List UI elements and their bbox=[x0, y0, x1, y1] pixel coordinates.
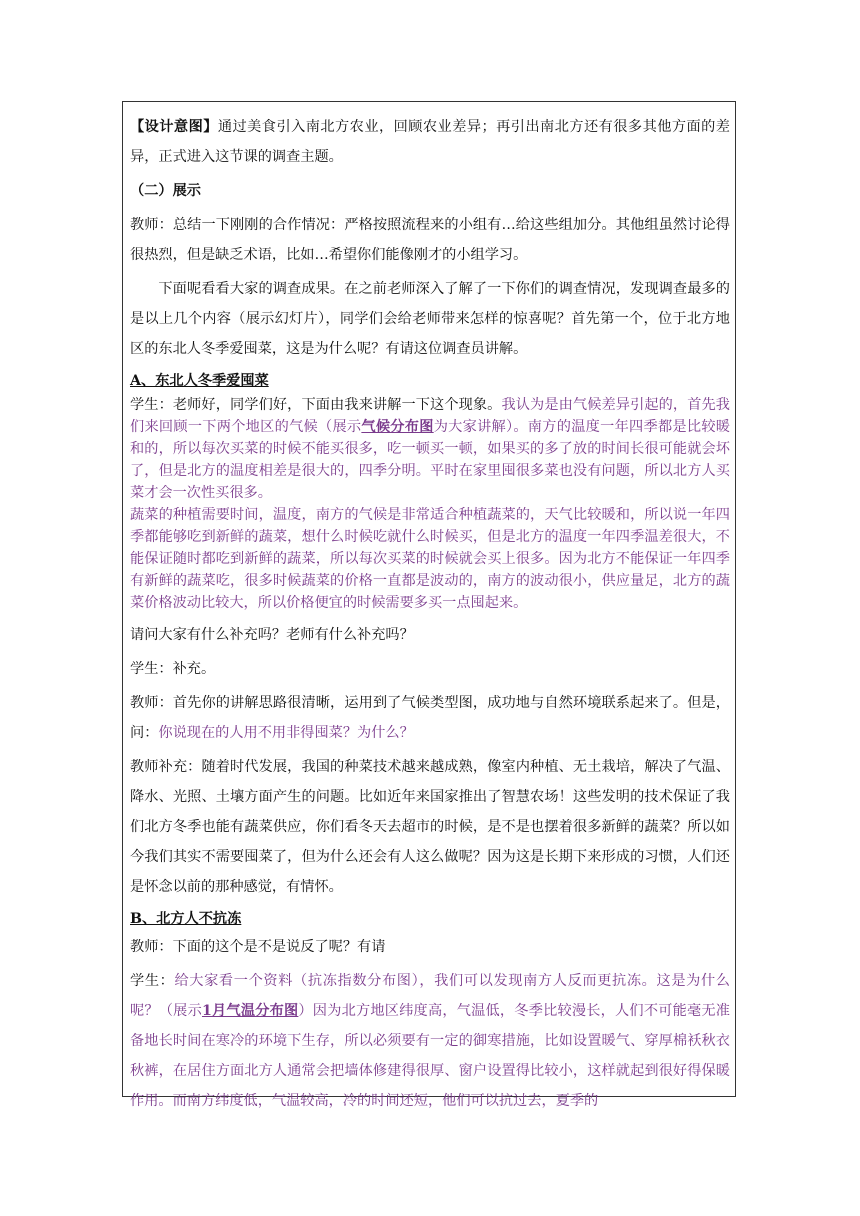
section-b-title: B、北方人不抗冻 bbox=[130, 911, 242, 927]
teacher-intro: 下面呢看看大家的调查成果。在之前老师深入了解了一下你们的调查情况，发现调查最多的是以上几个内容（展示幻灯片），同学们会给老师带来怎样的惊喜呢？首先第一个，位于北方地区的东北人冬季爱囤菜，这是为什么呢？有请这位调查员讲解。 bbox=[130, 281, 730, 357]
design-intent-label: 【设计意图】 bbox=[130, 119, 218, 135]
teacher-comment-text: 教师：首先你的讲解思路很清晰，运用到了气候类型图，成功地与自然环境联系起来了。但是，问： bbox=[130, 695, 730, 741]
document-body bbox=[130, 112, 730, 1120]
student-explain-1: 我认为是由气候差异引起的，首先我们来回顾一下两个地区的气候（展示 bbox=[130, 397, 730, 435]
student-supplement: 学生：补充。 bbox=[130, 661, 216, 677]
january-temp-map-link[interactable]: 1月气温分布图 bbox=[201, 1003, 299, 1019]
student-greeting: 学生：老师好，同学们好，下面由我来讲解一下这个现象。 bbox=[130, 397, 502, 413]
teacher-summary: 教师：总结一下刚刚的合作情况：严格按照流程来的小组有…给这些组加分。其他组虽然讨论得很热烈，但是缺乏术语，比如…希望你们能像刚才的小组学习。 bbox=[130, 217, 730, 263]
show-heading: （二）展示 bbox=[130, 183, 201, 199]
section-a-title: A、东北人冬季爱囤菜 bbox=[130, 373, 269, 389]
section-b-student bbox=[130, 966, 730, 1116]
climate-map-link[interactable]: 气候分布图 bbox=[361, 419, 434, 435]
student-answer-part2: 蔬菜的种植需要时间，温度，南方的气候是非常适合种植蔬菜的，天气比较暖和，所以说一年四季都能够吃到新鲜的蔬菜，想什么时候吃就什么时候买，但是北方的温度一年四季温差很大，不能保证随时都吃到新鲜的蔬菜，所以每次买菜的时候就会买上很多。因为北方不能保证一年四季有新鲜的蔬菜吃，很多时候蔬菜的价格一直都是波动的，南方的波动很小，供应量足，北方的蔬菜价格波动比较大，所以价格便宜的时候需要多买一点囤起来。 bbox=[130, 507, 730, 611]
design-intent bbox=[130, 112, 730, 172]
teacher-comment bbox=[130, 688, 730, 748]
student-prefix: 学生： bbox=[130, 973, 175, 989]
student-explain-2: 为大家讲解）。南方的温度一年四季都是比较暖和的，所以每次买菜的时候不能买很多，吃一顿买一顿，如果买的多了放的时间长很可能就会坏了，但是北方的温度相差是很大的，四季分明。平时在家里囤很多菜也没有问题，所以北方人买菜才会一次性买很多。 bbox=[130, 419, 730, 501]
student-b-explain-1: 给大家看一个资料（抗冻指数分布图），我们可以发现南方人反而更抗冻。这是为什么呢？（展示 bbox=[130, 973, 730, 1019]
teacher-supplement: 教师补充：随着时代发展，我国的种菜技术越来越成熟，像室内种植、无土栽培，解决了气温、降水、光照、土壤方面产生的问题。比如近年来国家推出了智慧农场！这些发明的技术保证了我们北方冬季也能有蔬菜供应，你们看冬天去超市的时候，是不是也摆着很多新鲜的蔬菜？所以如今我们其实不需要囤菜了，但为什么还会有人这么做呢？因为这是长期下来形成的习惯，人们还是怀念以前的那种感觉，有情怀。 bbox=[130, 759, 730, 895]
student-b-explain-2: ）因为北方地区纬度高，气温低，冬季比较漫长，人们不可能毫无准备地长时间在寒冷的环境下生存，所以必须要有一定的御寒措施，比如设置暖气、穿厚棉袄秋衣秋裤，在居住方面北方人通常会把墙体修建得很厚、窗户设置得比较小，这样就起到很好得保暖作用。而南方纬度低，气温较高，冷的时间还短，他们可以抗过去，夏季的 bbox=[130, 1003, 730, 1109]
design-intent-text: 通过美食引入南北方农业，回顾农业差异；再引出南北方还有很多其他方面的差异，正式进入这节课的调查主题。 bbox=[130, 119, 730, 165]
section-a-student-answer bbox=[130, 394, 730, 614]
student-answer-part1 bbox=[130, 394, 730, 504]
section-b-teacher: 教师：下面的这个是不是说反了呢？有请 bbox=[130, 939, 386, 955]
teacher-ask: 请问大家有什么补充吗？老师有什么补充吗？ bbox=[130, 627, 414, 643]
teacher-question: 你说现在的人用不用非得囤菜？为什么？ bbox=[158, 725, 414, 741]
